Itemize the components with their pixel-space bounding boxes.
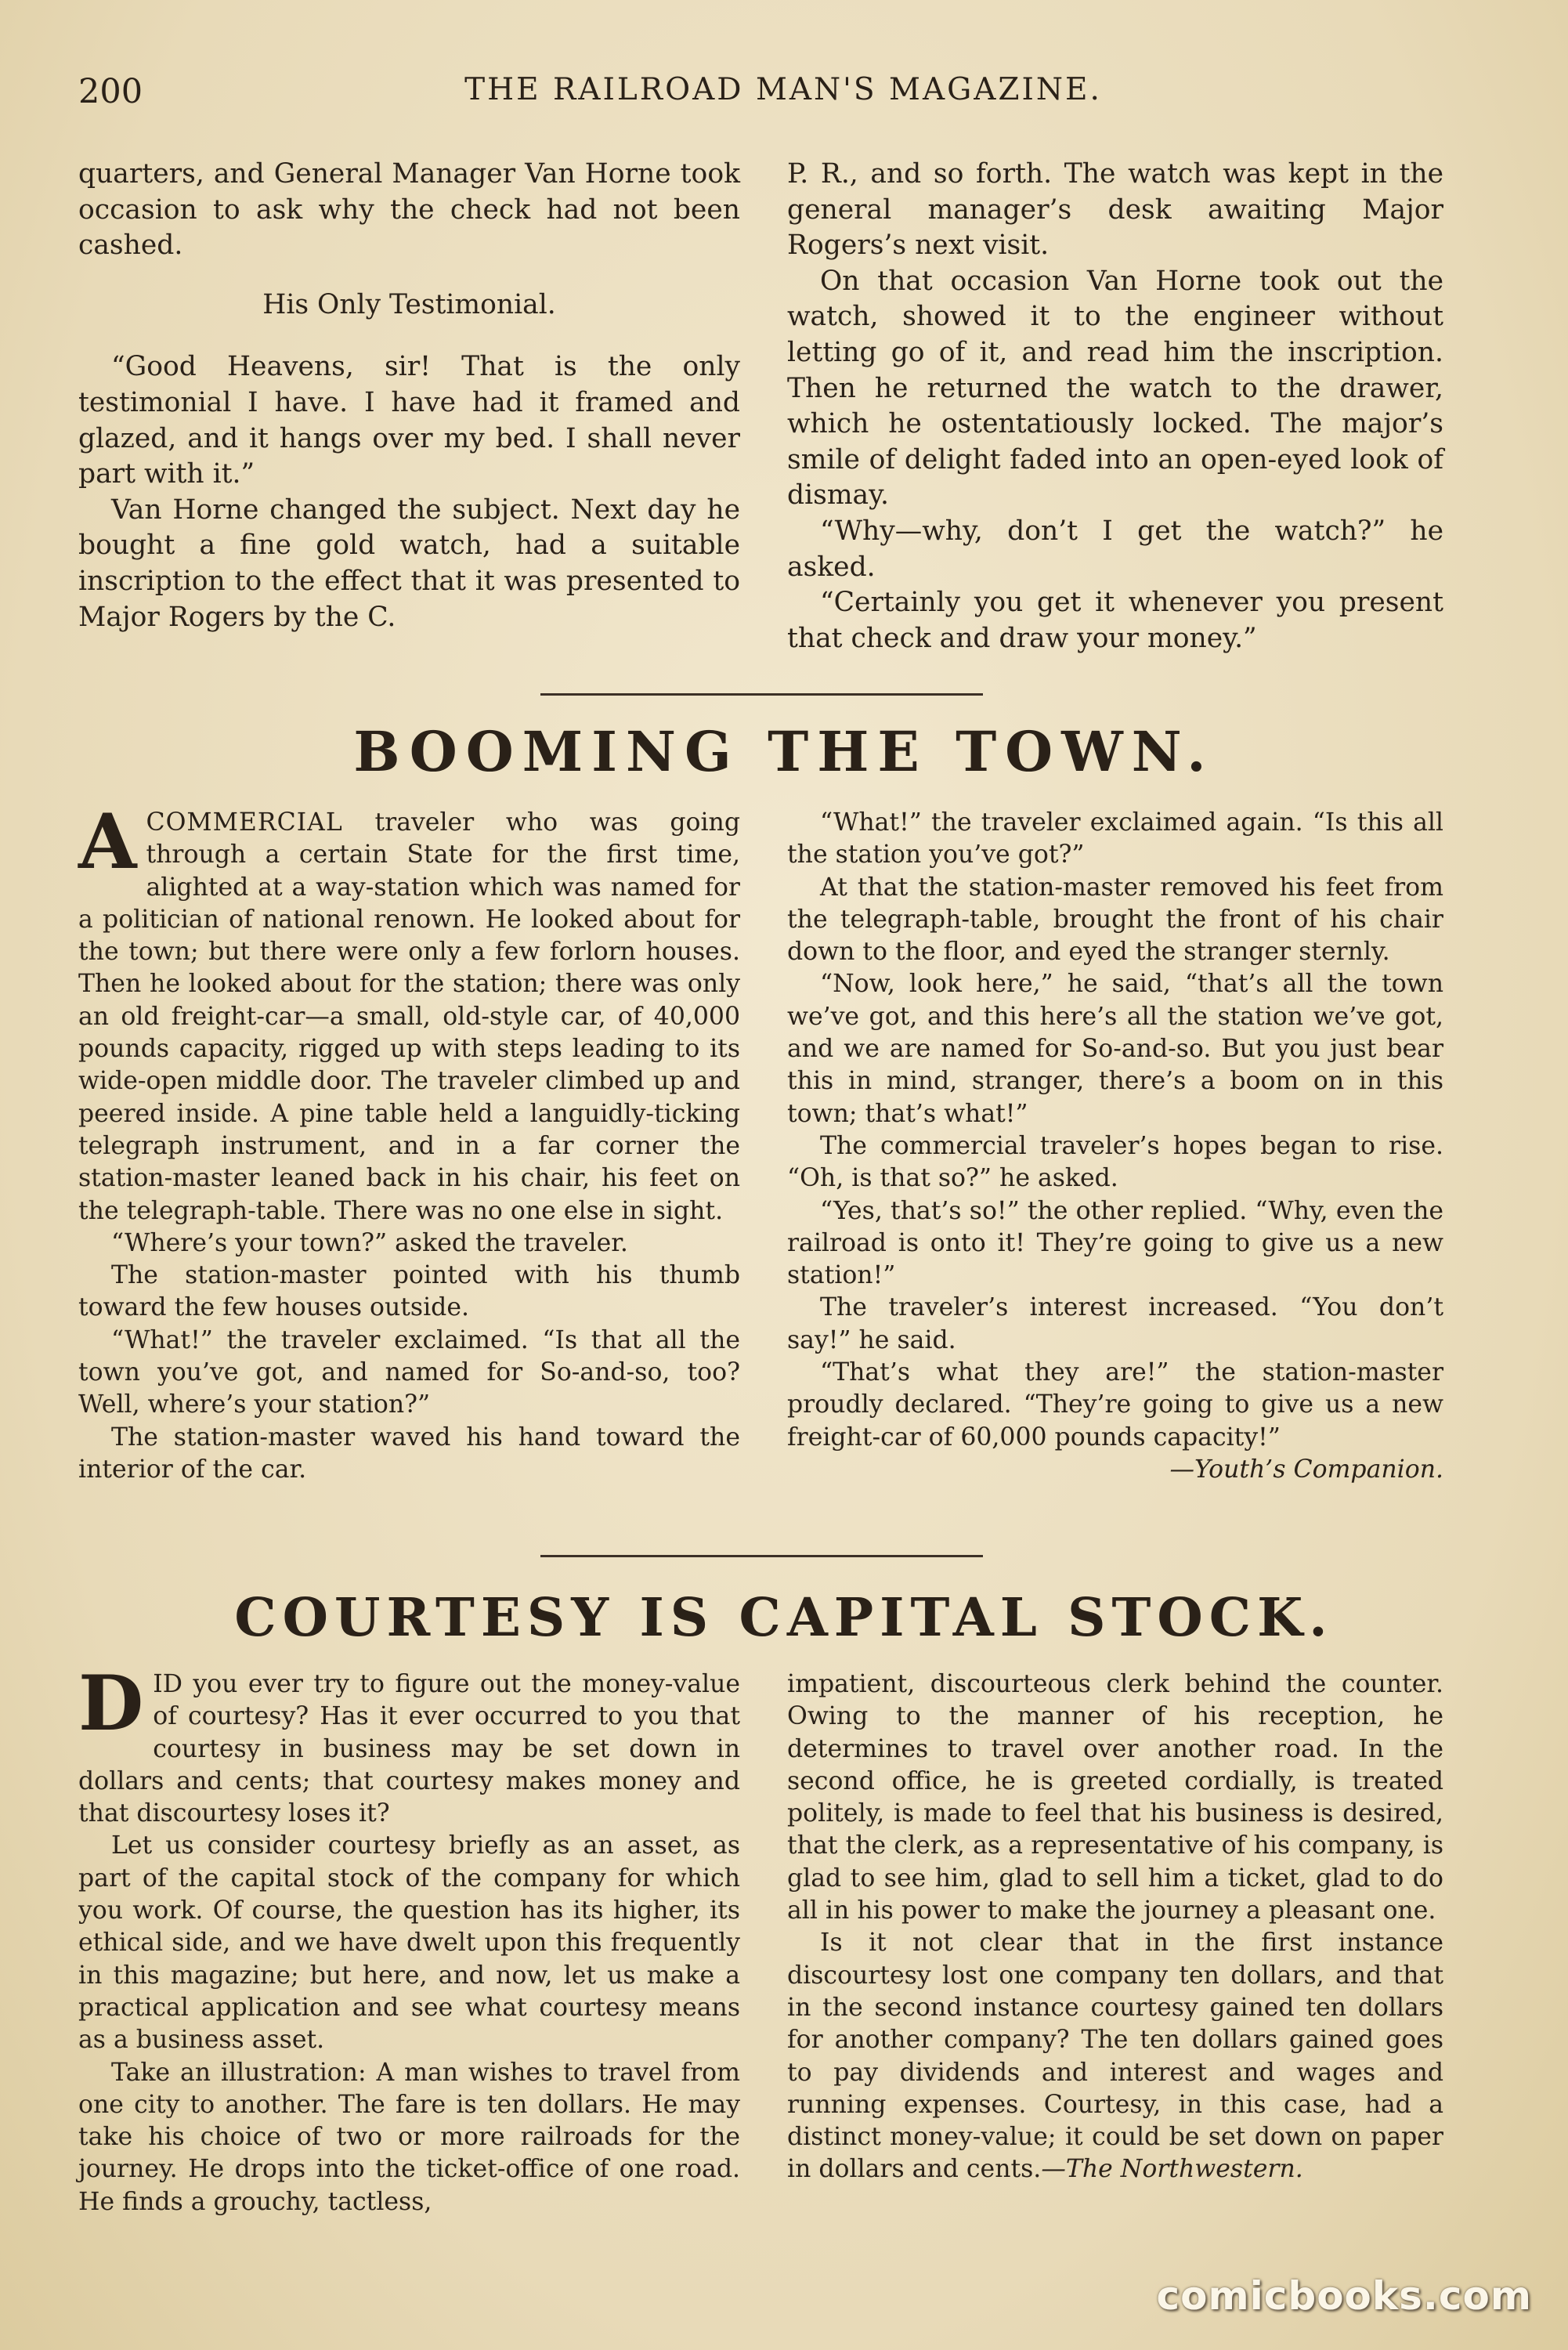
paragraph: impatient, discourteous clerk behind the counter. Owing to the manner of his reception, he determines to travel over another road. In the second office, he is greeted cordially, is treated politely, is made to feel that his business is desired, that the clerk, as a representative of his company, is glad to see him, glad to sell him a ticket, glad to do all in his power to make the journey a pleasant one. [787,1670,1443,1925]
paragraph: “Now, look here,” he said, “that’s all the town we’ve got, and this here’s all the station we’ve got, and we are named for So-and-so. But you just bear this in mind, stranger, there’s a boom on in this town; that’s what!” [787,970,1443,1128]
paragraph: The station-master pointed with his thumb toward the few houses outside. [78,1261,740,1322]
paragraph-text: Is it not clear that in the first instance discourtesy lost one company ten dollars, and that in the second instance courtesy gained ten dollars for another company? The ten dollars gained goes to pay dividends and interest and wages and running expenses. Courtesy, in this case, had a distinct money-value; it could be set down on paper in dollars and cents. [787,1929,1443,2184]
paragraph: On that occasion Van Horne took out the watch, showed it to the engineer without letting go of it, and read him the inscription. Then he returned the watch to the drawer, which he ostentatiously locked. The major’s smile of delight faded into an open-eyed look of dismay. [787,265,1443,512]
paragraph: “What!” the traveler exclaimed again. “Is this all the station you’ve got?” [787,808,1443,870]
subheading: His Only Testimonial. [262,288,556,320]
lead-text: ID you ever try to figure out the money-value of courtesy? Has it ever occurred to you that courtesy in business may be set down in dollars and cents; that courtesy makes money and that discourtesy loses it? [78,1670,740,1828]
paragraph: P. R., and so forth. The watch was kept in the general manager’s desk awaiting Major Rogers’s next visit. [787,158,1443,262]
lead-paragraph [78,797,740,1227]
drop-cap: D [78,1659,144,1748]
article1-left-column [78,797,740,1486]
page-header [78,72,1488,127]
paragraph: quarters, and General Manager Van Horne took occasion to ask why the check had not been cashed. [78,158,740,262]
paragraph: Take an illustration: A man wishes to travel from one city to another. The fare is ten dollars. He may take his choice of two or more railroads for the journey. He drops into the ticket-office of one road. He finds a grouchy, tactless, [78,2058,740,2216]
divider-rule [540,1555,983,1557]
watermark-logo: comicbooks.com [1156,2273,1532,2319]
paragraph: The traveler’s interest increased. “You don’t say!” he said. [787,1293,1443,1354]
page-number: 200 [78,72,143,111]
paragraph [787,1927,1443,2186]
lead-text: traveler who was going through a certain State for the first time, alighted at a way-station which was named for a politician of national renown. He looked about for the town; but there were only a few forlorn houses. Then he looked about for the station; there was only an old freight-car—a small, old-style car, of 40,000 pounds capacity, rigged up with steps leading to its wide-open middle door. The traveler climbed up and peered inside. A pine table held a languidly-ticking telegraph instrument, and in a far corner the station-master leaned back in his chair, his feet on the telegraph-table. There was no one else in sight. [78,808,740,1225]
paragraph: The station-master waved his hand toward the interior of the car. [78,1423,740,1484]
article2-right-column [787,1668,1443,2186]
lead-paragraph [78,1659,740,1830]
article-title-courtesy: COURTESY IS CAPITAL STOCK. [234,1586,1334,1648]
article-credit: —Youth’s Companion. [1169,1455,1443,1484]
article-credit: —The Northwestern. [1041,2155,1303,2184]
paragraph: At that the station-master removed his feet from the telegraph-table, brought the front of his chair down to the floor, and eyed the stranger sternly. [787,873,1443,967]
paragraph: The commercial traveler’s hopes began to rise. “Oh, is that so?” he asked. [787,1131,1443,1193]
paragraph: “That’s what they are!” the station-master proudly declared. “They’re going to give us a new freight-car of 60,000 pounds capacity!” [787,1358,1443,1452]
paragraph: Van Horne changed the subject. Next day he bought a fine gold watch, had a suitable inscription to the effect that it was presented to Major Rogers by the C. [78,494,740,633]
running-title: THE RAILROAD MAN'S MAGAZINE. [464,72,1102,107]
paragraph: “Yes, that’s so!” the other replied. “Why, even the railroad is onto it! They’re going to give us a new station!” [787,1196,1443,1290]
drop-cap: A [78,797,137,886]
continued-right-column [787,157,1443,656]
paragraph: “Good Heavens, sir! That is the only testimonial I have. I have had it framed and glazed, and it hangs over my bed. I shall never part with it.” [78,351,740,490]
paragraph: “What!” the traveler exclaimed. “Is that all the town you’ve got, and named for So-and-so, too? Well, where’s your station?” [78,1325,740,1419]
paragraph: Let us consider courtesy briefly as an asset, as part of the capital stock of the company for which you work. Of course, the question has its higher, its ethical side, and we have dwelt upon this frequently in this magazine; but here, and now, let us make a practical application and see what courtesy means as a business asset. [78,1831,740,2055]
lead-smallcaps: COMMERCIAL [146,808,343,837]
article2-left-column [78,1659,740,2218]
continued-left-column [78,157,740,635]
paragraph: “Where’s your town?” asked the traveler. [111,1228,628,1257]
article1-right-column [787,807,1443,1486]
paragraph: “Why—why, don’t I get the watch?” he asked. [787,515,1443,583]
paragraph: “Certainly you get it whenever you present that check and draw your money.” [787,587,1443,654]
divider-rule [540,693,983,696]
article-title-booming: BOOMING THE TOWN. [353,719,1215,784]
